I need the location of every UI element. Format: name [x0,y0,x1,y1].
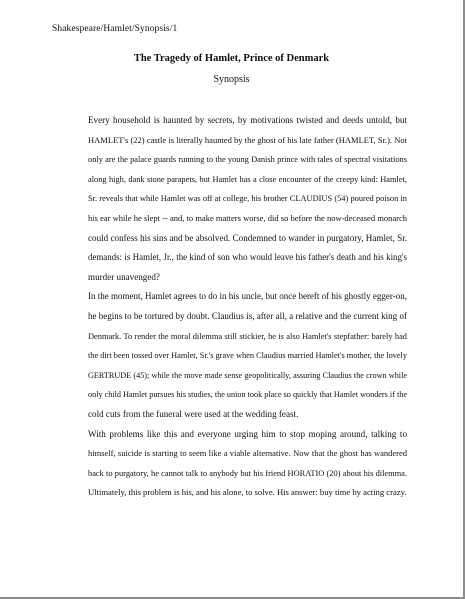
paragraph-line: Ultimately, this problem is his, and his alone, to solve. His answer: buy time by acting crazy. [88,487,407,498]
paragraph-line: himself, suicide is starting to seem like a viable alternative. Now that the ghost has wandered [88,448,407,459]
body-paragraph [52,111,407,287]
paragraph-line: HAMLET's (22) castle is literally haunted by the ghost of his late father (HAMLET, Sr.). Not [88,134,407,145]
document-title: The Tragedy of Hamlet, Prince of Denmark [133,53,330,64]
paragraph-line: demands: is Hamlet, Jr., the kind of son who would leave his father's death and his king's [88,252,407,263]
paragraph-line: his ear while he slept -- and, to make matters worse, did so before the now-deceased monarch [88,212,407,223]
paragraph-line: Every household is haunted by secrets, by motivations twisted and deeds untold, but [88,115,407,125]
paragraph-line: Denmark. To render the moral dilemma still stickier, he is also Hamlet's stepfather: barely had [88,331,407,341]
paragraph-line: Sr. reveals that while Hamlet was off at college, his brother CLAUDIUS (54) poured poison in [88,194,407,204]
document-subtitle: Synopsis [213,74,250,85]
paragraph-line: he begins to be tortured by doubt. Claudius is, after all, a relative and the current king of [88,310,407,321]
paragraph-line: With problems like this and everyone urging him to stop moping around, talking to [88,428,407,439]
body-paragraph [52,425,407,503]
document-body [52,111,407,503]
paragraph-line: back to purgatory, he cannot talk to anybody but his friend HORATIO (20) about his dilemma. [88,468,407,478]
paragraph-line: could confess his sins and be absolved. Condemned to wander in purgatory, Hamlet, Sr. [88,232,407,243]
paragraph-line: only are the palace guards running to the young Danish prince with tales of spectral visitations [88,155,407,165]
paragraph-line: only child Hamlet pursues his studies, the union took place so quickly that Hamlet wonders if the [88,390,407,400]
paragraph-line: murder unavenged? [88,271,160,282]
body-paragraph [52,287,407,424]
paragraph-line: GERTRUDE (45); while the move made sense geopolitically, assuring Claudius the crown while [88,370,407,380]
paragraph-line: the dirt been tossed over Hamlet, Sr.'s grave when Claudius married Hamlet's mother, the lovely [88,351,408,361]
running-header: Shakespeare/Hamlet/Synopsis/1 [52,24,178,34]
paragraph-line: along high, dank stone parapets, but Hamlet has a close encounter of the creepy kind: Hamlet, [88,174,407,184]
paragraph-line: cold cuts from the funeral were used at the wedding feast. [88,408,299,419]
paragraph-line: In the moment, Hamlet agrees to do in his uncle, but once bereft of his ghostly egger-on, [88,291,407,302]
